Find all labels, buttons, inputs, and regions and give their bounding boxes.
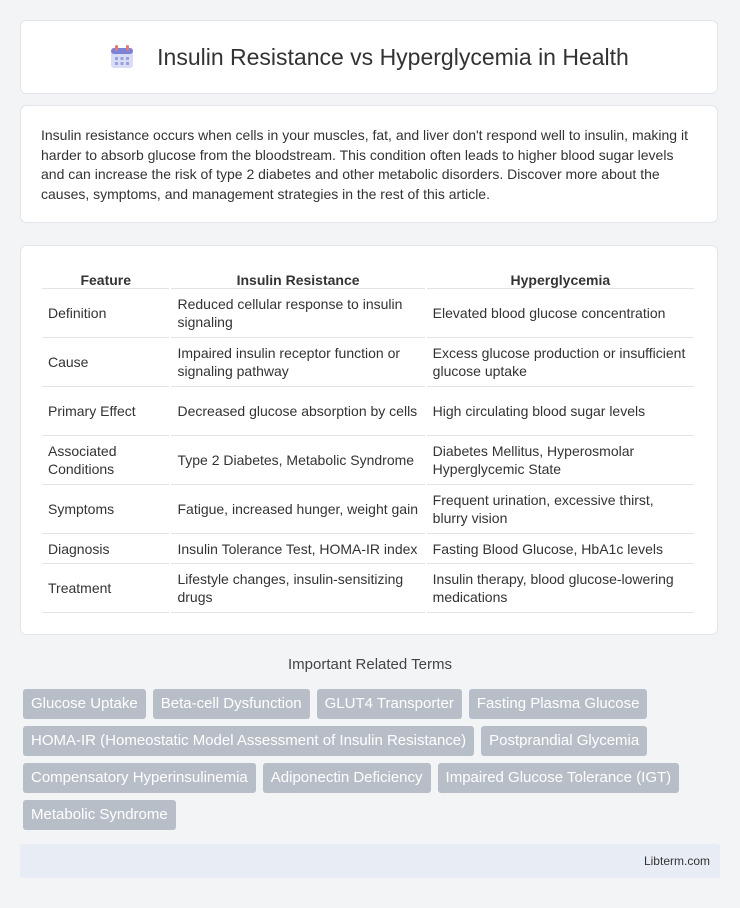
footer: [20, 844, 720, 878]
table-row: [42, 564, 694, 613]
related-term-tag[interactable]: Beta-cell Dysfunction: [153, 689, 310, 719]
table-row: [42, 289, 694, 338]
comparison-table: [40, 266, 696, 613]
row-insulin-resistance: Decreased glucose absorption by cells: [171, 387, 424, 436]
related-term-tag[interactable]: Metabolic Syndrome: [23, 800, 176, 830]
row-insulin-resistance: Insulin Tolerance Test, HOMA-IR index: [171, 534, 424, 564]
row-feature: Definition: [42, 289, 169, 338]
table-row: [42, 387, 694, 436]
calendar-icon: [109, 44, 135, 70]
row-feature: Symptoms: [42, 485, 169, 534]
related-term-tag[interactable]: Fasting Plasma Glucose: [469, 689, 648, 719]
table-row: [42, 485, 694, 534]
related-terms-heading: Important Related Terms: [288, 656, 452, 673]
related-term-tag[interactable]: Glucose Uptake: [23, 689, 146, 719]
related-term-tag[interactable]: Postprandial Glycemia: [481, 726, 647, 756]
row-hyperglycemia: Fasting Blood Glucose, HbA1c levels: [427, 534, 694, 564]
row-hyperglycemia: Insulin therapy, blood glucose-lowering medications: [427, 564, 694, 613]
footer-site-link[interactable]: Libterm.com: [643, 854, 710, 868]
row-hyperglycemia: Elevated blood glucose concentration: [427, 289, 694, 338]
row-insulin-resistance: Lifestyle changes, insulin-sensitizing drugs: [171, 564, 424, 613]
title-card: [20, 20, 718, 94]
row-feature: Cause: [42, 338, 169, 387]
row-insulin-resistance: Impaired insulin receptor function or signaling pathway: [171, 338, 424, 387]
page-title: Insulin Resistance vs Hyperglycemia in Health: [157, 43, 629, 70]
header-hyperglycemia: Hyperglycemia: [427, 266, 694, 289]
table-row: [42, 436, 694, 485]
related-term-tag[interactable]: Adiponectin Deficiency: [263, 763, 431, 793]
table-row: [42, 338, 694, 387]
row-hyperglycemia: Excess glucose production or insufficient glucose uptake: [427, 338, 694, 387]
row-hyperglycemia: Frequent urination, excessive thirst, blurry vision: [427, 485, 694, 534]
row-hyperglycemia: Diabetes Mellitus, Hyperosmolar Hyperglycemic State: [427, 436, 694, 485]
row-feature: Diagnosis: [42, 534, 169, 564]
comparison-card: [20, 245, 718, 635]
row-feature: Primary Effect: [42, 387, 169, 436]
related-term-tag[interactable]: Impaired Glucose Tolerance (IGT): [438, 763, 680, 793]
row-insulin-resistance: Type 2 Diabetes, Metabolic Syndrome: [171, 436, 424, 485]
row-feature: Associated Conditions: [42, 436, 169, 485]
related-term-tag[interactable]: GLUT4 Transporter: [317, 689, 462, 719]
related-terms-list: [23, 689, 723, 830]
related-term-tag[interactable]: HOMA-IR (Homeostatic Model Assessment of Insulin Resistance): [23, 726, 474, 756]
table-row: [42, 534, 694, 564]
related-term-tag[interactable]: Compensatory Hyperinsulinemia: [23, 763, 256, 793]
row-insulin-resistance: Fatigue, increased hunger, weight gain: [171, 485, 424, 534]
table-header-row: [42, 266, 694, 289]
row-feature: Treatment: [42, 564, 169, 613]
row-insulin-resistance: Reduced cellular response to insulin signaling: [171, 289, 424, 338]
header-insulin-resistance: Insulin Resistance: [171, 266, 424, 289]
intro-paragraph: Insulin resistance occurs when cells in your muscles, fat, and liver don't respond well to insulin, making it harder to absorb glucose from the bloodstream. This condition often leads to higher blood sugar levels and can increase the risk of type 2 diabetes and other metabolic disorders. Discover more about the causes, symptoms, and management strategies in the rest of this article.: [41, 127, 688, 202]
intro-card: [20, 105, 718, 223]
row-hyperglycemia: High circulating blood sugar levels: [427, 387, 694, 436]
header-feature: Feature: [42, 266, 169, 289]
